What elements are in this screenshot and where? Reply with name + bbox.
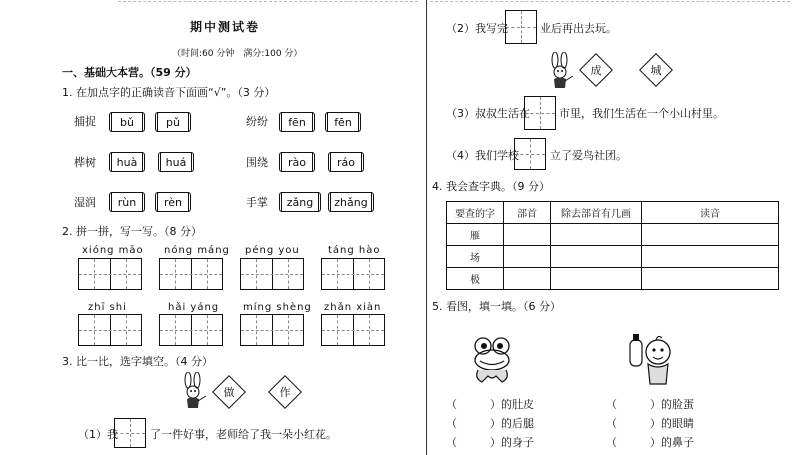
- page-title: 期中测试卷: [190, 20, 261, 34]
- dictionary-table: [446, 201, 779, 290]
- pinyin-label: zhī shi: [88, 302, 127, 313]
- pinyin-label: xióng māo: [82, 245, 144, 256]
- fill-blank-item: （ ）的后腿: [446, 417, 534, 430]
- sentence-text: （1）我: [78, 428, 118, 441]
- sentence-text: （4）我们学校: [446, 149, 519, 162]
- answer-box[interactable]: [524, 96, 556, 130]
- choice-char: 作: [279, 386, 291, 399]
- pinyin-label: míng shèng: [243, 302, 312, 313]
- table-cell[interactable]: [551, 224, 642, 246]
- sentence-text: （3）叔叔生活在: [446, 107, 530, 120]
- table-cell[interactable]: [504, 268, 551, 290]
- sentence-text: 了一件好事，老师给了我一朵小红花。: [150, 428, 337, 441]
- answer-box[interactable]: [514, 138, 546, 170]
- section-heading: 一、基础大本营。（59 分）: [62, 66, 197, 79]
- pinyin-option[interactable]: ráo: [330, 152, 362, 172]
- writing-grid[interactable]: [240, 258, 304, 290]
- exam-info: （时间:60 分钟 满分:100 分）: [172, 49, 303, 59]
- q1-word: 湿润: [74, 196, 96, 209]
- writing-grid[interactable]: [159, 314, 223, 346]
- baby-icon: [626, 328, 678, 388]
- pinyin-option[interactable]: huá: [160, 152, 192, 172]
- pinyin-option[interactable]: rùn: [111, 192, 143, 212]
- table-cell: 雁: [447, 224, 504, 246]
- choice-char: 成: [590, 64, 602, 77]
- pinyin-option[interactable]: bǔ: [111, 112, 143, 132]
- table-cell[interactable]: [504, 246, 551, 268]
- table-header: 读音: [642, 202, 779, 224]
- table-cell: 场: [447, 246, 504, 268]
- writing-grid[interactable]: [78, 314, 142, 346]
- table-header: 要查的字: [447, 202, 504, 224]
- q1-word: 纷纷: [246, 115, 268, 128]
- top-edge-mark: [430, 1, 790, 2]
- pinyin-option[interactable]: zǎng: [281, 192, 319, 212]
- pinyin-option[interactable]: pǔ: [157, 112, 189, 132]
- fill-blank-item: （ ）的眼睛: [606, 417, 694, 430]
- answer-box[interactable]: [505, 10, 537, 44]
- writing-grid[interactable]: [159, 258, 223, 290]
- pinyin-label: péng you: [245, 245, 300, 256]
- table-cell[interactable]: [642, 224, 779, 246]
- writing-grid[interactable]: [240, 314, 304, 346]
- q1-word: 桦树: [74, 156, 96, 169]
- q1-word: 手掌: [246, 196, 268, 209]
- choice-char: 做: [223, 386, 235, 399]
- frog-icon: [468, 334, 516, 386]
- pinyin-label: táng hào: [328, 245, 381, 256]
- q1-word: 围绕: [246, 156, 268, 169]
- sentence-text: 业后再出去玩。: [540, 22, 617, 35]
- question-1: 1. 在加点字的正确读音下面画“√”。（3 分）: [62, 86, 276, 99]
- question-4: 4. 我会查字典。（9 分）: [432, 180, 550, 193]
- pinyin-option[interactable]: rào: [281, 152, 313, 172]
- table-cell[interactable]: [642, 268, 779, 290]
- q1-word: 捕捉: [74, 115, 96, 128]
- table-cell: 极: [447, 268, 504, 290]
- pinyin-option[interactable]: rèn: [157, 192, 189, 212]
- rabbit-icon: [178, 372, 208, 412]
- fill-blank-item: （ ）的身子: [446, 436, 534, 449]
- fill-blank-item: （ ）的鼻子: [606, 436, 694, 449]
- writing-grid[interactable]: [321, 314, 385, 346]
- table-row: [447, 246, 779, 268]
- pinyin-option[interactable]: huà: [111, 152, 143, 172]
- table-cell[interactable]: [551, 246, 642, 268]
- table-row: [447, 268, 779, 290]
- sentence-text: （2）我写完: [446, 22, 508, 35]
- pinyin-option[interactable]: fēn: [327, 112, 359, 132]
- table-header-row: [447, 202, 779, 224]
- column-divider: [426, 0, 427, 455]
- pinyin-label: nóng máng: [164, 245, 230, 256]
- choice-char: 城: [650, 64, 662, 77]
- sentence-text: 立了爱鸟社团。: [550, 149, 627, 162]
- table-cell[interactable]: [504, 224, 551, 246]
- table-header: 除去部首有几画: [551, 202, 642, 224]
- table-cell[interactable]: [551, 268, 642, 290]
- pinyin-label: zhǎn xiàn: [324, 302, 382, 313]
- question-5: 5. 看图，填一填。（6 分）: [432, 300, 561, 313]
- top-edge-mark: [118, 1, 418, 2]
- pinyin-option[interactable]: fēn: [281, 112, 313, 132]
- writing-grid[interactable]: [321, 258, 385, 290]
- pinyin-label: hǎi yáng: [168, 302, 220, 313]
- question-3: 3. 比一比，选字填空。（4 分）: [62, 355, 213, 368]
- pinyin-option[interactable]: zhǎng: [330, 192, 372, 212]
- table-cell[interactable]: [642, 246, 779, 268]
- rabbit-icon: [545, 52, 575, 92]
- fill-blank-item: （ ）的脸蛋: [606, 398, 694, 411]
- table-row: [447, 224, 779, 246]
- table-header: 部首: [504, 202, 551, 224]
- fill-blank-item: （ ）的肚皮: [446, 398, 534, 411]
- question-2: 2. 拼一拼，写一写。（8 分）: [62, 225, 202, 238]
- writing-grid[interactable]: [78, 258, 142, 290]
- sentence-text: 市里，我们生活在一个小山村里。: [559, 107, 724, 120]
- answer-box[interactable]: [114, 418, 146, 448]
